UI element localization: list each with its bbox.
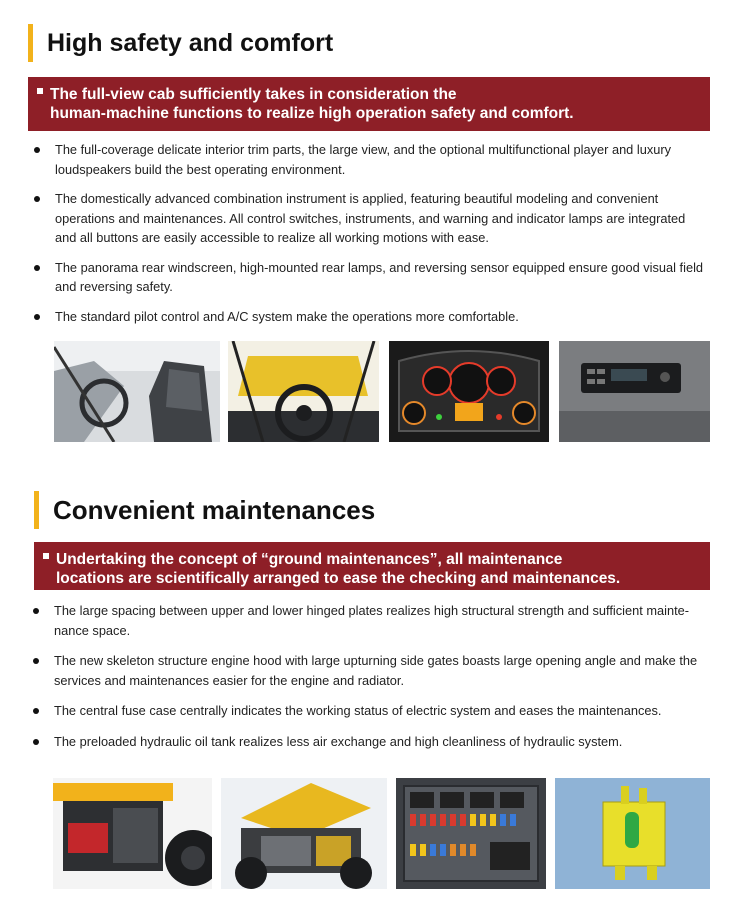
steering-wheel-view-photo bbox=[228, 341, 379, 442]
engine-hood-open-photo bbox=[221, 778, 387, 889]
instrument-cluster-photo bbox=[389, 341, 549, 442]
list-item: The large spacing between upper and lower hinged plates realizes high structural strength and sufficient mainte-nance space. bbox=[32, 601, 712, 640]
list-item: The domestically advanced combination instrument is applied, featuring beautiful modeling and convenient operations and maintenances. All control switches, instruments, and warning and indicator lamps are integrated and all buttons are easily accessible to realize all working motions with ease. bbox=[33, 189, 709, 248]
section1-title: High safety and comfort bbox=[47, 28, 334, 57]
list-item: The preloaded hydraulic oil tank realizes less air exchange and high cleanliness of hydraulic system. bbox=[32, 732, 712, 752]
list-item: The new skeleton structure engine hood with large upturning side gates boasts large opening angle and make the services and maintenances easier for the engine and radiator. bbox=[32, 651, 712, 690]
fuse-box-photo bbox=[396, 778, 546, 889]
banner-line-2: locations are scientifically arranged to ease the checking and maintenances. bbox=[56, 570, 621, 587]
banner-square-icon bbox=[43, 553, 49, 559]
section2-bullet-list bbox=[32, 601, 712, 751]
ac-control-panel-photo bbox=[559, 341, 710, 442]
banner-square-icon bbox=[37, 88, 43, 94]
heading-accent-bar bbox=[28, 24, 33, 62]
hydraulic-tank-diagram bbox=[555, 778, 710, 889]
section2-banner bbox=[34, 542, 710, 590]
banner-line-1: Undertaking the concept of “ground maintenances”, all maintenance bbox=[56, 551, 563, 568]
section1-bullet-list bbox=[33, 140, 709, 326]
section1-banner bbox=[28, 77, 710, 131]
heading-accent-bar bbox=[34, 491, 39, 529]
cab-interior-seat-photo bbox=[54, 341, 220, 442]
list-item: The standard pilot control and A/C system make the operations more comfortable. bbox=[33, 307, 709, 327]
section2-heading bbox=[34, 491, 375, 529]
section1-heading bbox=[28, 24, 333, 62]
banner-line-2: human-machine functions to realize high operation safety and comfort. bbox=[50, 105, 574, 122]
hinged-plates-photo bbox=[53, 778, 212, 889]
section2-title: Convenient maintenances bbox=[53, 494, 376, 525]
banner-line-1: The full-view cab sufficiently takes in consideration the bbox=[50, 86, 457, 103]
list-item: The panorama rear windscreen, high-mounted rear lamps, and reversing sensor equipped ensure good visual field and reversing safety. bbox=[33, 258, 709, 297]
list-item: The full-coverage delicate interior trim parts, the large view, and the optional multifunctional player and luxury loudspeakers build the best operating environment. bbox=[33, 140, 709, 179]
list-item: The central fuse case centrally indicates the working status of electric system and eases the maintenances. bbox=[32, 701, 712, 721]
